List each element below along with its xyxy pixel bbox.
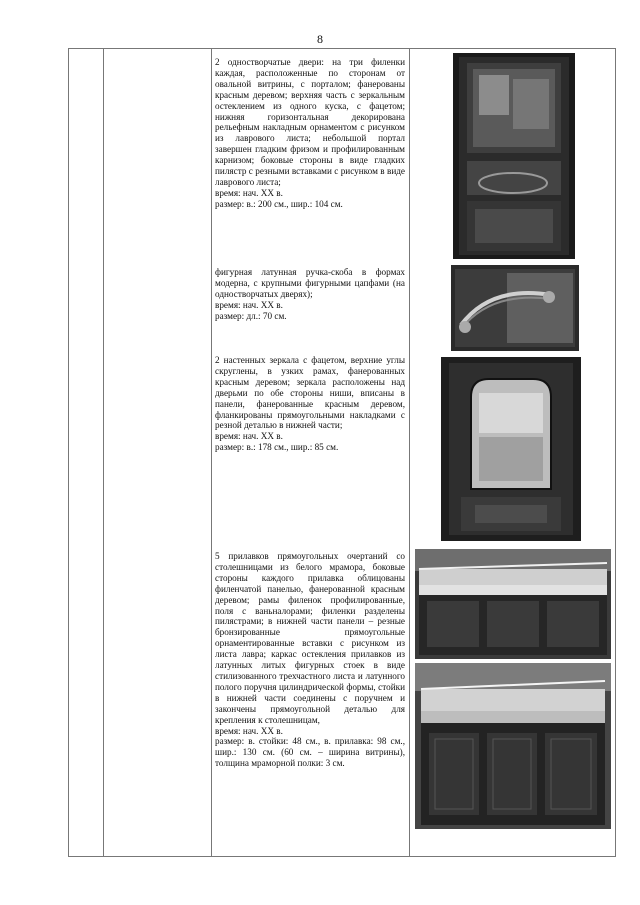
- item-mirrors: [215, 355, 405, 453]
- door-photo: [453, 53, 575, 259]
- item-handle: [215, 267, 405, 322]
- column-divider: [103, 49, 104, 856]
- item-time: время: нач. XX в.: [215, 431, 283, 442]
- item-description: 2 настенных зеркала с фацетом, верхние углы скруглены, в узких рамах, фанерованных красным деревом; зеркала расположены над дверьми по обе стороны ниши, вписаны в панели, фанерованные красным деревом, фланкированы прямоугольными накладками с резной деталью в нижней части;: [215, 355, 405, 431]
- catalog-table: [68, 48, 616, 857]
- item-description: 5 прилавков прямоугольных очертаний со столешницами из белого мрамора, боковые стороны каждого прилавка облицованы филенчатой панелью, фанерованной красным деревом; рамы филенок профилированные, поля с ваньналорами; филенки разделены пилястрами; в нижней части панели – резные бронзированные прямоугольные орнаментированные вставки с рисунком из листа лавра; каркас остекления прилавков из латунных литых фигурных стоек в виде стилизованного трехчастного листа и латунного полого поручня цилиндрической формы, стойки в нижней части соединены с поручнем и закончены прямоугольной деталью для крепления к столешницам,: [215, 551, 405, 725]
- page-number: 8: [317, 32, 323, 46]
- mirror-photo: [441, 357, 581, 541]
- item-size: размер: в.: 178 см., шир.: 85 см.: [215, 442, 339, 453]
- item-description: фигурная латунная ручка-скоба в формах модерна, с крупными фигурными цапфами (на одностворчатых дверях);: [215, 267, 405, 299]
- item-size: размер: дл.: 70 см.: [215, 310, 287, 321]
- item-size: размер: в.: 200 см., шир.: 104 см.: [215, 198, 343, 209]
- item-description: 2 одностворчатые двери: на три филенки каждая, расположенные по сторонам от овальной витрины, с порталом; фанерованы красным деревом; верхняя часть с зеркальным остеклением из одного куска, с фацетом; нижняя горизонтальная декорирована рельефным накладным орнаментом с рисунком из лаврового листа; небольшой портал завершен гладким фризом и профилированным карнизом; боковые стороны в виде гладких пилястр с резными вставками с рисунком в виде лаврового листа;: [215, 57, 405, 187]
- item-counters: [215, 551, 405, 769]
- column-divider: [409, 49, 410, 856]
- item-size: размер: в. стойки: 48 см., в. прилавка: 98 см., шир.: 130 см. (60 см. – ширина витрины), толщина мраморной полки: 3 см.: [215, 736, 405, 769]
- counter-photo-top: [415, 549, 611, 659]
- item-doors: [215, 57, 405, 210]
- item-time: время: нач. XX в.: [215, 725, 283, 736]
- item-time: время: нач. XX в.: [215, 299, 283, 310]
- handle-photo: [451, 265, 579, 351]
- counter-photo-bottom: [415, 663, 611, 829]
- item-time: время: нач. XX в.: [215, 187, 283, 198]
- column-divider: [211, 49, 212, 856]
